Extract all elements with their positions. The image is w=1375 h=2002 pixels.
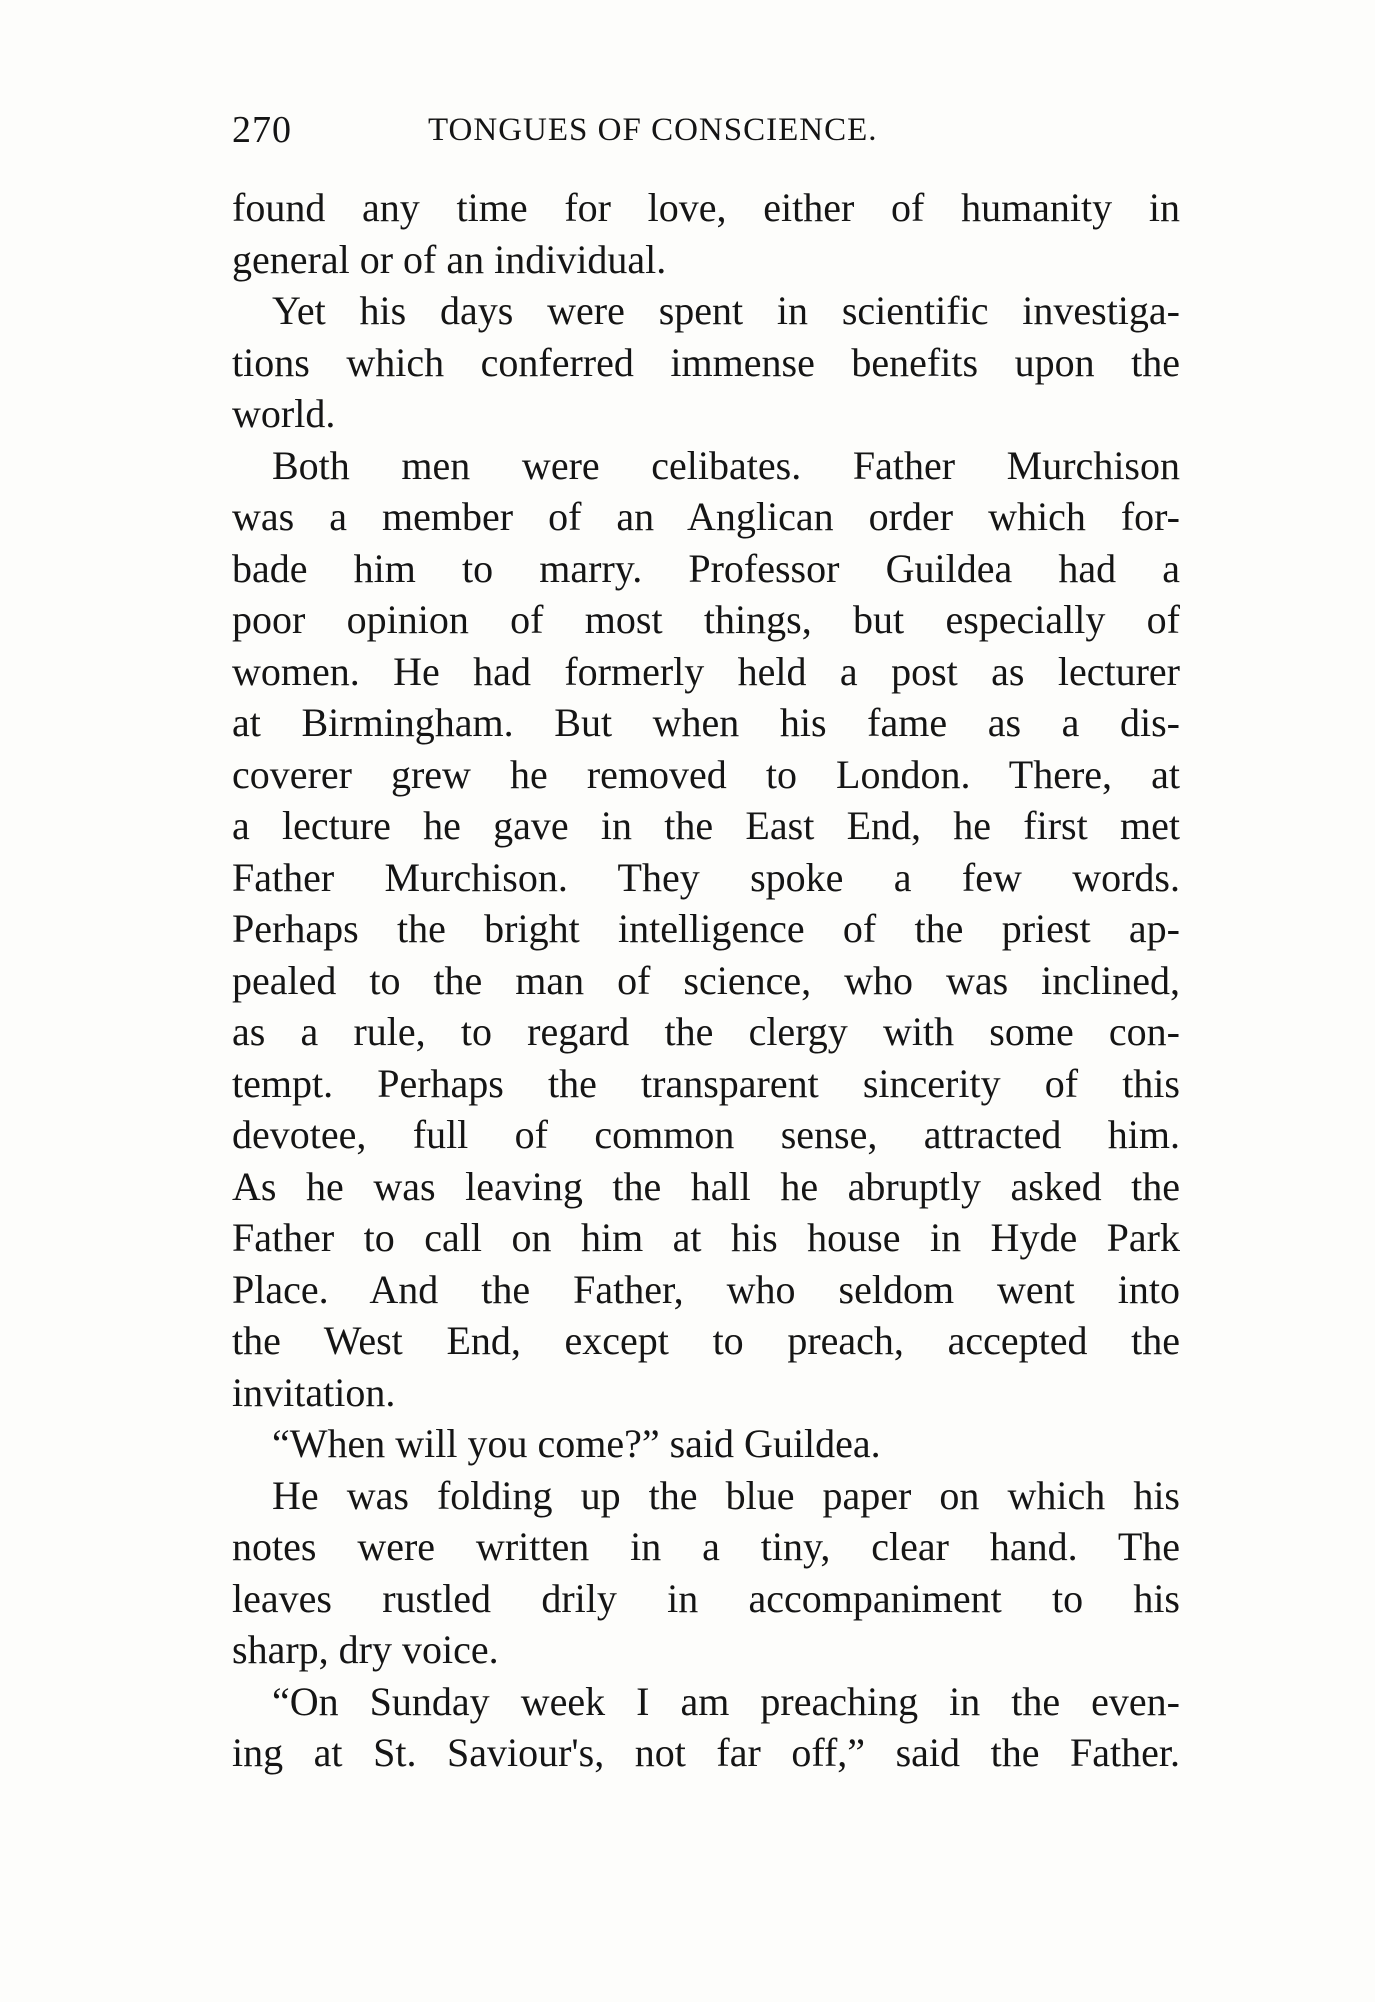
text-line: was a member of an Anglican order which for- [232,494,1180,539]
text-line: poor opinion of most things, but especially of [232,597,1180,642]
text-line: leaves rustled drily in accompaniment to his [232,1575,1180,1621]
page-header [232,108,1180,160]
text-line: invitation. [232,1369,396,1415]
text-line: ing at St. Saviour's, not far off,” said the Father. [232,1730,1180,1775]
text-line: as a rule, to regard the clergy with some con- [232,1009,1180,1054]
text-line: Place. And the Father, who seldom went into [232,1266,1180,1312]
text-line: He was folding up the blue paper on which his [272,1472,1180,1518]
text-line: at Birmingham. But when his fame as a dis- [232,700,1180,745]
text-line: “On Sunday week I am preaching in the even- [272,1678,1180,1724]
text-line: Yet his days were spent in scientific investiga- [272,288,1180,333]
text-line: tions which conferred immense benefits upon the [232,339,1180,385]
text-line: general or of an individual. [232,236,667,282]
text-line: bade him to marry. Professor Guildea had a [232,545,1180,591]
running-head: TONGUES OF CONSCIENCE. [428,112,878,148]
text-line: coverer grew he removed to London. There, at [232,751,1180,797]
text-line: found any time for love, either of humanity in [232,185,1180,230]
text-line: world. [232,391,336,436]
text-line: Father to call on him at his house in Hyde Park [232,1215,1180,1260]
text-line: women. He had formerly held a post as lecturer [232,648,1180,694]
text-line: tempt. Perhaps the transparent sincerity of this [232,1060,1180,1106]
text-line: sharp, dry voice. [232,1627,499,1672]
text-line: “When will you come?” said Guildea. [272,1421,881,1466]
text-line: devotee, full of common sense, attracted him. [232,1112,1180,1157]
text-line: Perhaps the bright intelligence of the priest ap- [232,906,1180,951]
body-text [232,182,1180,1779]
text-line: a lecture he gave in the East End, he first met [232,803,1180,848]
text-line: notes were written in a tiny, clear hand. The [232,1524,1180,1569]
page-number: 270 [232,109,292,151]
text-line: pealed to the man of science, who was inclined, [232,957,1180,1003]
text-line: As he was leaving the hall he abruptly asked the [232,1163,1180,1209]
text-line: Father Murchison. They spoke a few words. [232,854,1180,900]
text-line: Both men were celibates. Father Murchison [272,442,1180,488]
text-line: the West End, except to preach, accepted the [232,1318,1180,1363]
